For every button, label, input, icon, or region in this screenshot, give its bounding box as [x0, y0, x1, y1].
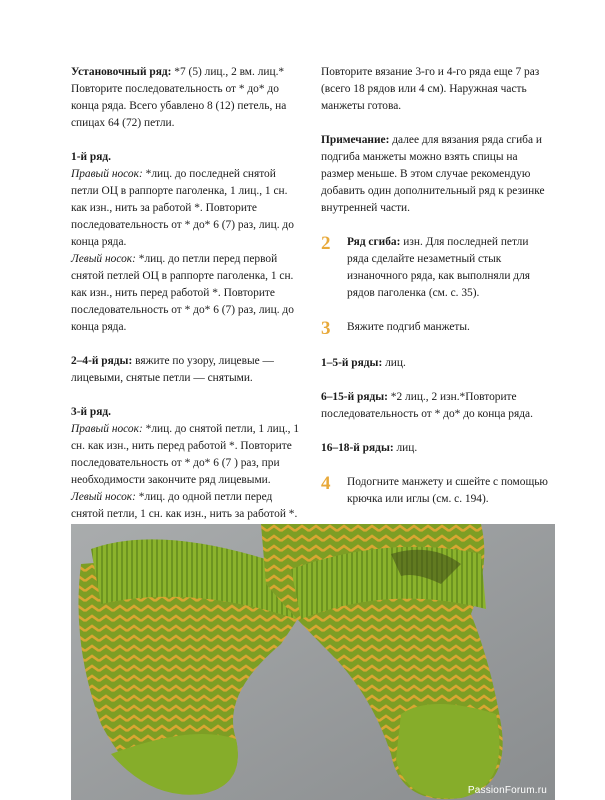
rows-6-15 — [321, 389, 553, 423]
rows-1-5-text: лиц. — [385, 357, 406, 369]
step-4-text: Подогните манжету и сшейте с помощью крючка или иглы (см. с. 194). — [347, 476, 548, 505]
socks-photo — [71, 524, 555, 800]
right-column — [321, 64, 553, 525]
setup-row — [71, 64, 306, 132]
watermark: PassionForum.ru — [467, 785, 547, 796]
row-3-right-text: *лиц. до снятой петли, 1 лиц., 1 сн. как изн., нить перед работой *. Повторите последовательность от * до* 6 (7 ) раз, при необходимости закончите ряд лицевыми. — [71, 423, 300, 486]
step-4 — [321, 474, 553, 508]
step-2-text: изн. Для последней петли ряда сделайте незаметный стык изнаночного ряда, как выполняли для рядов паголенка (см. с. 35). — [347, 236, 531, 299]
rows-2-4-text: вяжите по узору, лицевые — лицевыми, снятые петли — снятыми. — [71, 355, 274, 384]
rows-16-18 — [321, 440, 553, 457]
rows-6-15-text: *2 лиц., 2 изн.*Повторите последовательность от * до* до конца ряда. — [321, 391, 533, 420]
step-3-number: 3 — [321, 318, 331, 339]
note-title: Примечание: — [321, 134, 390, 146]
row-3-right-label: Правый носок: — [71, 423, 143, 435]
setup-row-title: Установочный ряд: — [71, 66, 172, 78]
row-1-right-text: *лиц. до последней снятой петли ОЦ в раппорте паголенка, 1 лиц., 1 сн. как изн., нить за работой *. Повторите последовательность от * до* 6 (7) раз, лиц. до конца ряда. — [71, 168, 294, 248]
setup-row-text: *7 (5) лиц., 2 вм. лиц.* Повторите последовательность от * до* до конца ряда. Всего убавлено 8 (12) петель, на спицах 64 (72) петли. — [71, 66, 287, 129]
row-1 — [71, 149, 306, 336]
row-1-title: 1-й ряд. — [71, 151, 112, 163]
row-1-left-label: Левый носок: — [71, 253, 136, 265]
rows-16-18-text: лиц. — [396, 442, 418, 454]
repeat-paragraph: Повторите вязание 3-го и 4-го ряда еще 7 раз (всего 18 рядов или 4 см). Наружная часть манжеты готова. — [321, 66, 540, 112]
step-3 — [321, 319, 553, 338]
step-2-number: 2 — [321, 233, 331, 254]
note-text: далее для вязания ряда сгиба и подгиба манжеты можно взять спицы на размер меньше. В этом случае рекомендую добавить один дополнительный ряд к резинке внутренней части. — [321, 134, 545, 214]
rows-6-15-title: 6–15-й ряды: — [321, 391, 388, 403]
step-4-number: 4 — [321, 473, 331, 494]
row-3-left-text: *лиц. до одной петли перед снятой петли, 1 сн. как изн., нить за работой *. — [71, 491, 298, 520]
step-2 — [321, 234, 553, 302]
rows-1-5 — [321, 355, 553, 372]
note-paragraph — [321, 132, 553, 217]
step-2-title: Ряд сгиба: — [347, 236, 401, 248]
rows-2-4-title: 2–4-й ряды: — [71, 355, 133, 367]
socks-illustration — [71, 524, 555, 800]
row-3-left-label: Левый носок: — [71, 491, 136, 503]
row-3-title: 3-й ряд. — [71, 406, 112, 418]
rows-16-18-title: 16–18-й ряды: — [321, 442, 394, 454]
step-3-text: Вяжите подгиб манжеты. — [347, 321, 470, 333]
rows-2-4 — [71, 353, 306, 387]
left-column — [71, 64, 306, 591]
rows-1-5-title: 1–5-й ряды: — [321, 357, 383, 369]
row-1-left-text: *лиц. до петли перед первой снятой петлей ОЦ в раппорте паголенка, 1 сн. как изн., нить перед работой *. Повторите последовательность от * до* 6 (7) раз, лиц. до конца ряда. — [71, 253, 294, 333]
row-1-right-label: Правый носок: — [71, 168, 143, 180]
